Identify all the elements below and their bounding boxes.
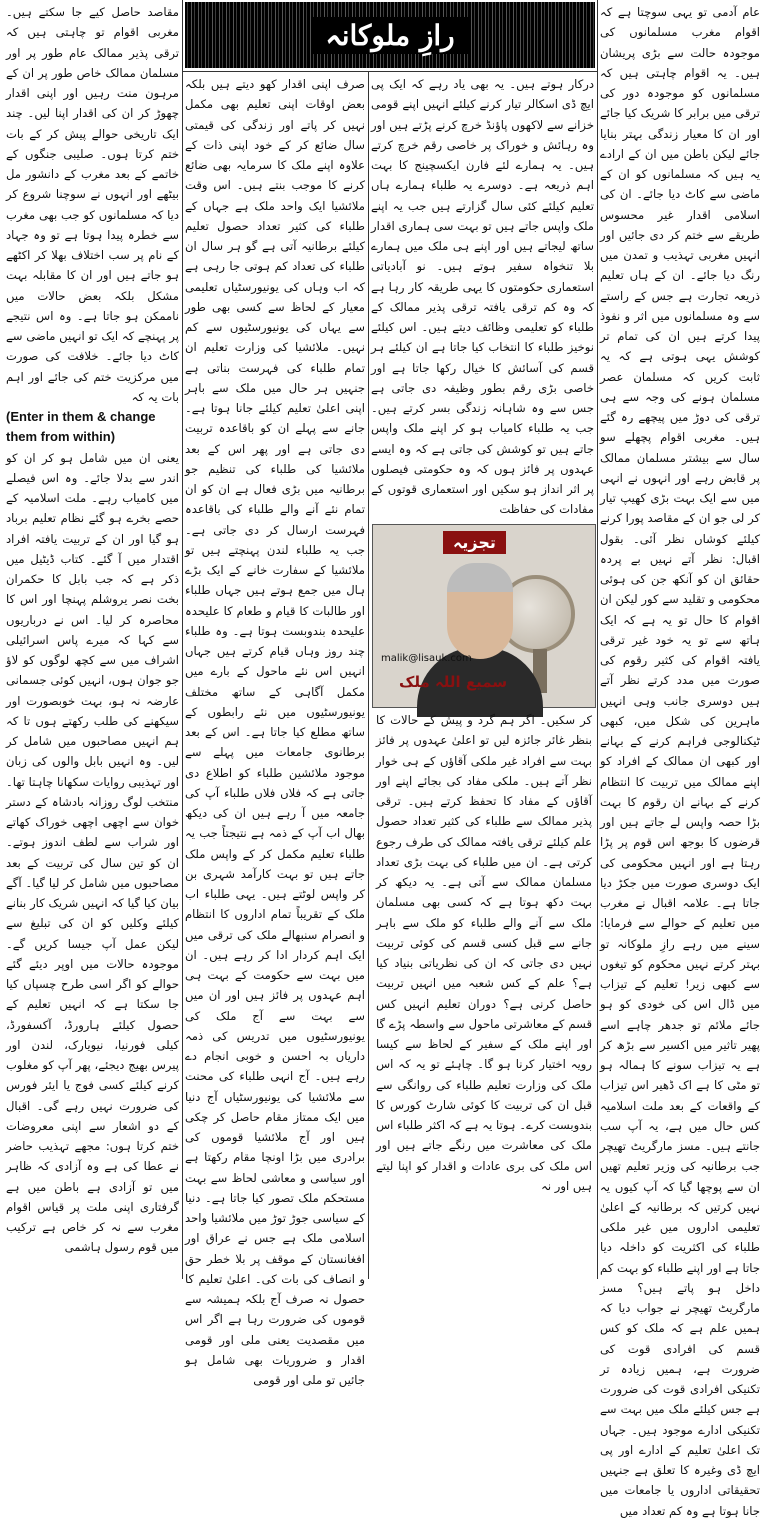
article-title: رازِ ملوکانہ [311,17,468,54]
column-divider [182,0,183,1279]
author-name: سمیع اللہ ملک [399,673,508,691]
article-text: کر سکیں۔ اگر ہم گرد و پیش کے حالات کا بنظر غائر جائزہ لیں تو اعلیٰ عہدوں پر فائز بہت سے افراد غیر ملکی آقاؤں کے ہی خوار نظر آتے ہیں۔ ملکی مفاد کی بجائے اپنے اور آقاؤں کے مفاد کا تحفظ کرتے ہیں۔ ترقی پذیر ممالک سے طلباء کی کثیر تعداد حصول علم کیلئے ترقی یافتہ ممالک کی طرف رجوع کرتی ہے۔ ان میں طلباء کی بہت بڑی تعداد مسلمان ممالک سے آتی ہے۔ یہ دیکھ کر بہت دکھ ہوتا ہے کہ کسی بھی مسلمان ملک سے آنے والے طلباء کو ملک سے باہر جانے سے قبل کسی قسم کی کوئی تربیت نہیں دی جاتی کہ ان کی نظریاتی بنیاد کیا ہے؟ علم کے کس شعبہ میں انہیں تربیت حاصل کرنی ہے؟ دوران تعلیم انہیں کس قسم کے معاشرتی ماحول سے واسطہ پڑے گا اور اپنے ملک کے سفیر کے لحاظ سے کیسا رویہ اختیار کرنا ہو گا۔ چاہئے تو یہ کہ اس ملک کی وزارت تعلیم طلباء کی روانگی سے قبل ان کی تربیت کا کوئی شارٹ کورس کا بندوبست کرے۔ ہوتا یہ ہے کہ اکثر طلباء اس ملک کی معاشرت میں رنگے جاتے ہیں اور اس ملک کی بری عادات و اقدار کو اپنا لیتے ہیں اور نہ [376,713,592,1193]
article-text: صرف اپنی اقدار کھو دیتے ہیں بلکہ بعض اوقات اپنی تعلیم بھی مکمل نہیں کر پاتے اور زندگی کی قیمتی سال ضائع کر کے خود اپنی ذات کے علاوہ اپنے ملک کا سرمایہ بھی ضائع کرنے کا موجب بنتے ہیں۔ اس وقت ملائشیا ایک واحد ملک ہے جہاں کے طلباء کی کثیر تعداد حصول تعلیم کیلئے برطانیہ آتی ہے گو ہر سال ان طلباء کی تعداد کم ہوتی جا رہی ہے کہ اب وہاں کی یونیورسٹیاں تعلیمی معیار کے لحاظ سے کسی بھی طور سے یہاں کی یونیورسٹیوں سے کم نہیں۔ ملائشیا کی وزارت تعلیم ان تمام طلباء کی فہرست بناتی ہے جنہیں ہر حال میں ملک سے باہر اپنی اعلیٰ تعلیم کیلئے جانا ہوتا ہے۔ جانے سے پہلے ان کو باقاعدہ تربیت دی جاتی ہے اور پھر اس کے بعد ملائشیا کی طلباء کی تنظیم جو برطانیہ میں بڑی فعال ہے ان کو ان تمام نئے آنے والے طلباء کی باقاعدہ فہرست ارسال کر دی جاتی ہے۔ جب یہ طلباء لندن پہنچتے ہیں تو ملائشیا کے سفارت خانے کے ایک بڑے ہال میں جمع ہوتے ہیں جہاں طلباء اور طالبات کا قیام و طعام کا علیحدہ علیحدہ بندوبست ہوتا ہے۔ وہ طلباء چند روز وہاں قیام کرتے ہیں جہاں انہیں اس نئے ماحول کے بارے میں مکمل آگاہی کے ساتھ مختلف یونیورسٹیوں میں نئے رابطوں کے ساتھ مطلع کیا جاتا ہے۔ اس کے بعد برطانوی جامعات میں پہلے سے موجود ملائشین طلباء کو اطلاع دی جاتی ہے کہ فلاں فلاں طلباء آپ کی جامعہ میں آ رہے ہیں ان کی دیکھ بھال اب آپ کے ذمہ ہے نتیجتاً جب یہ طلباء تعلیم مکمل کر کے واپس ملک جاتے ہیں تو بہت کارآمد شہری بن کر واپس لوٹتے ہیں۔ یہی طلباء اب ملک کے تقریباً تمام اداروں کا انتظام و انصرام سنبھالے ملک کی ترقی میں ایک اہم کردار ادا کر رہے ہیں۔ ان میں بہت سے حکومت کے بہت ہی اہم عہدوں پر فائز ہیں اور ان میں سے بہت سے آج ملک کی یونیورسٹیوں میں تدریس کی ذمہ داریاں بہ احسن و خوبی انجام دے رہے ہیں۔ آج انہی طلباء کی محنت سے ملائشیا کی یونیورسٹیاں آج دنیا میں ایک ممتاز مقام حاصل کر چکی ہیں اور آج ملائشیا قوموں کی برادری میں بڑا اونچا مقام رکھتا ہے اور سیاسی و معاشی لحاظ سے بہت مستحکم ملک تصور کیا جاتا ہے۔ دنیا کے سیاسی جوڑ توڑ میں ملائشیا واحد اسلامی ملک ہے جس نے عراق اور افغانستان کے موقف پر بلا خطر حق و انصاف کی بات کی۔ اعلیٰ تعلیم کا حصول نہ صرف آج بلکہ ہمیشہ سے قوموں کی ضرورت رہا ہے اگر اس میں مقصدیت یعنی ملی اور قومی اقدار و ضروریات بھی شامل ہو جائیں تو ملی اور قومی [185,77,365,1387]
column-middle-right-lower [376,710,592,1277]
author-photo [372,524,596,708]
column-divider [368,72,369,1279]
article-text: مقاصد حاصل کیے جا سکتے ہیں۔ مغربی اقوام تو چاہتی ہیں کہ ترقی پذیر ممالک عام طور پر اور مسلمان ممالک خاص طور پر ان کے مرہون منت رہیں اور اپنی اقدار چھوڑ کر ان کی اقدار اپنا لیں۔ چند ایک تاریخی حوالے پیش کر کے بات ختم کرتا ہوں۔ صلیبی جنگوں کے خاتمے کے بعد مغرب کے دانشور مل بیٹھے اور انہوں نے سوچنا شروع کر دیا کہ مسلمانوں کو جب بھی مغرب سے خطرہ پیدا ہوتا ہے تو وہ جہاد کے نام پر سب اختلاف بھلا کر اکٹھے ہو جاتے ہیں اور ان کا مقابلہ بہت مشکل بلکہ بعض حالات میں ناممکن ہو جاتا ہے۔ وہ اس نتیجے پر پہنچے کہ ایک تو انہیں ماضی سے کاٹ دیا جائے۔ خلافت کی صورت میں مرکزیت ختم کی جائے اور اہم بات یہ کہ [6,5,179,404]
column-masthead [185,2,595,68]
header-divider [183,71,597,72]
author-email: malik@lisauk.com [381,653,472,664]
article-text: عام آدمی تو یہی سوچتا ہے کہ اقوام مغرب مسلمانوں کی موجودہ حالت سے بڑی پریشان ہیں۔ یہ اقوام چاہتی ہیں کہ مسلمانوں کو موجودہ دور کی ترقی میں برابر کا شریک کیا جائے اور ان کا معیار زندگی بہتر بنایا جائے لیکن باطن میں ان کے ارادے یہ ہیں کہ مسلمانوں کو ان کے ماضی سے کاٹ دیا جائے۔ ان کی اسلامی اقدار غیر محسوس طریقے سے ختم کر دی جائیں اور انہیں مغربی تہذیب و تمدن میں رنگ دیا جائے۔ ان کے ہاں تعلیم ذریعہ تجارت ہے جس کے راستے سے وہ مسلمانوں میں اثر و نفوذ پیدا کرتے ہیں ان کی تمام تر کوشش یہی ہوتی ہے کہ یہ ثابت کریں کہ مسلمان عصر مسلمان ہونے کی وجہ سے ہی ترقی کی دوڑ میں پیچھے رہ گئے ہیں۔ مغربی اقوام پچھلے سو سال سے بیشتر مسلمان ممالک پر قابض رہے اور انہوں نے انہی میں سے ایک بہت بڑی کھیپ تیار کر لی جو ان کے مقاصد پورا کرنے کیلئے کوشاں نظر آئی۔ بقول اقبال: نظر آتے نہیں بے پردہ حقائق ان کو آنکھ جن کی ہوئی محکومی و تقلید سے کور لیکن ان اقوام کا حال تو یہ ہے کہ ایک ہاتھ سے تو یہ خود غیر ترقی یافتہ اقوام کی کثیر رقوم کی صورت میں مدد کرتے نظر آتے ہیں دوسری جانب وہی انہیں ماہرین کی شکل میں، کبھی ٹیکنالوجی فراہم کرنے کے بہانے اور کبھی ان ممالک کے افراد کو اپنے ممالک میں تربیت کا انتظام کرنے کے بہانے ان رقوم کا بہت بڑا حصہ واپس لے جاتے ہیں اور قرضوں کا بوجھ اس قوم پر پڑا رہتا ہے اور انہیں محکومی کی ایک دوسری صورت میں جکڑ دیا جاتا ہے۔ علامہ اقبال نے مغرب میں تعلیم کے حوالے سے فرمایا: سینے میں رہے رازِ ملوکانہ تو بہتر کرتے نہیں محکوم کو تیغوں سے کبھی زیر! تعلیم کے تیزاب میں ڈال اس کی خودی کو ہو جائے ملائم تو جدھر چاہے اسے پھیر تاثیر میں اکسیر سے بڑھ کر ہے یہ تیزاب سونے کا ہمالہ ہو تو مٹی کا ہے اک ڈھیر اس تیزاب کے واقعات کے بعد ملت اسلامیہ کس حال میں ہے، یہ آپ سب جانتے ہیں۔ مسز مارگریٹ تھیچر جب برطانیہ کی وزیر تعلیم تھیں ان سے پوچھا گیا کہ آپ کیوں یہ نہیں کرتیں کہ برطانیہ کے اعلیٰ تعلیمی اداروں میں غیر ملکی طلباء کی اکثریت کو داخلہ دیا جاتا ہے اور اپنے طلباء کو بہت کم داخل ہو پاتے ہیں؟ مسز مارگریٹ تھیچر نے جواب دیا کہ ہمیں علم ہے کہ ملک کو کس قسم کی افرادی قوت کی ضرورت ہے، ہمیں زیادہ تر تکنیکی افرادی قوت کی ضرورت ہے جس کیلئے ملک میں بہت سے تکنیکی ادارے موجود ہیں۔ جہاں تک اعلیٰ تعلیم کے ادارے اور پی ایچ ڈی وغیرہ کا تعلق ہے جنہیں تحقیقاتی اداروں یا جامعات میں جانا ہوتا ہے وہ کم تعداد میں [600,5,760,1518]
english-quote: (Enter in them & change them from within) [6,409,156,445]
column-left [6,2,179,1277]
column-divider [597,0,598,1279]
column-right [600,2,760,1518]
analysis-badge: تجزیہ [443,531,506,554]
article-text: یعنی ان میں شامل ہو کر ان کو اندر سے بدلا جائے۔ وہ اس فیصلے میں کامیاب رہے۔ ملت اسلامیہ کے حصے بخرے ہو گئے نظام تعلیم برباد ہو گیا اور ان کے تربیت یافتہ افراد اقتدار میں آ گئے۔ کتاب ڈیٹیل میں ذکر ہے کہ جب بابل کا حکمران بخت نصر یروشلم پہنچا اور اس کا محاصرہ کر لیا۔ اس نے درباریوں سے کہا کہ میرے پاس اسرائیلی اشراف میں سے کچھ لوگوں کو لاؤ جو جوان ہوں، انہیں کوئی جسمانی عارضہ نہ ہو، بہت خوبصورت اور سیکھنے کی طلب رکھتے ہوں تا کہ ہم انہیں مصاحبوں میں شامل کر لیں۔ وہ انہیں بابل والوں کی زبان اور تہذیبی روایات سکھانا چاہتا تھا۔ منتخب لوگ روزانہ بادشاہ کے دستر خوان سے اچھی اچھی خوراک کھاتے اور شراب سے لطف اندوز ہوتے۔ ان کو تین سال کی تربیت کے بعد مصاحبوں میں شامل کر لیا گیا۔ آگے بیان کیا گیا کہ انہیں شریک کار بنانے کیلئے وکلیں کو ان کی تبلیغ سے لیکن عمل آپ جیسا کریں گے۔ موجودہ حالات میں اوپر دیئے گئے حوالے کو اگر اسی طرح چسپاں کیا جا سکتا ہے کہ انہیں تعلیم کے حصول کیلئے ہارورڈ، آکسفورڈ، کیلی فورنیا، نیویارک، لندن اور پیرس بھیج دیجئے، پھر آپ کو مغلوب کرنے کیلئے کسی فوج یا ایئر فورس کی ضرورت نہیں رہے گی۔ اقبال کے دو اشعار سے اپنی معروضات ختم کرتا ہوں: مجھے تہذیب حاضر نے عطا کی ہے وہ آزادی کہ ظاہر میں تو آزادی ہے باطن میں ہے گرفتاری اپنی ملت پر قیاس اقوام مغرب سے نہ کر خاص ہے ترکیب میں قوم رسول ہاشمی [6,450,179,1255]
author-face [447,563,513,659]
column-middle-left [185,74,365,1387]
column-middle-right [371,74,594,522]
article-text: درکار ہوتے ہیں۔ یہ بھی یاد رہے کہ ایک پی ایچ ڈی اسکالر تیار کرنے کیلئے انہیں اپنے قومی خزانے سے لاکھوں پاؤنڈ خرچ کرنے پڑتے ہیں اور وہ رہائش و خوراک پر خاصی رقم خرچ کرتے ہیں۔ یہ ہمارے لئے فارن ایکسچینج کا بہت اہم ذریعہ ہے۔ دوسرے یہ طلباء ہمارے ہاں تعلیم کیلئے کئی سال گزارتے ہیں جب یہ اپنے ملک واپس جاتے ہیں تو بہت سی ہماری اقدار ساتھ لیجاتے ہیں اور اپنے ہی ملک میں ہمارے بلا تنخواہ سفیر ہوتے ہیں۔ نو آبادیاتی استعماری حکومتوں کا یہی طریقہ کار رہا ہے کہ وہ کم ترقی یافتہ ترقی پذیر ممالک کے طلباء کو تعلیمی وظائف دیتے ہیں۔ اس کیلئے نوخیز طلباء کا انتخاب کیا جاتا ہے ان کیلئے ہر قسم کی آسائش کا خیال رکھا جاتا ہے اور خاصی بڑی رقم بطور وظیفہ دی جاتی ہے جس سے وہ شاہانہ زندگی بسر کرتے ہیں۔ جب یہ طلباء کامیاب ہو کر اپنے ملک واپس جاتے ہیں تو کوشش کی جاتی ہے کہ وہ ایسے عہدوں پر فائز ہوں کہ وہ حکومتی فیصلوں پر اثر انداز ہو سکیں اور استعماری قوتوں کے مفادات کی حفاظت [371,77,594,517]
